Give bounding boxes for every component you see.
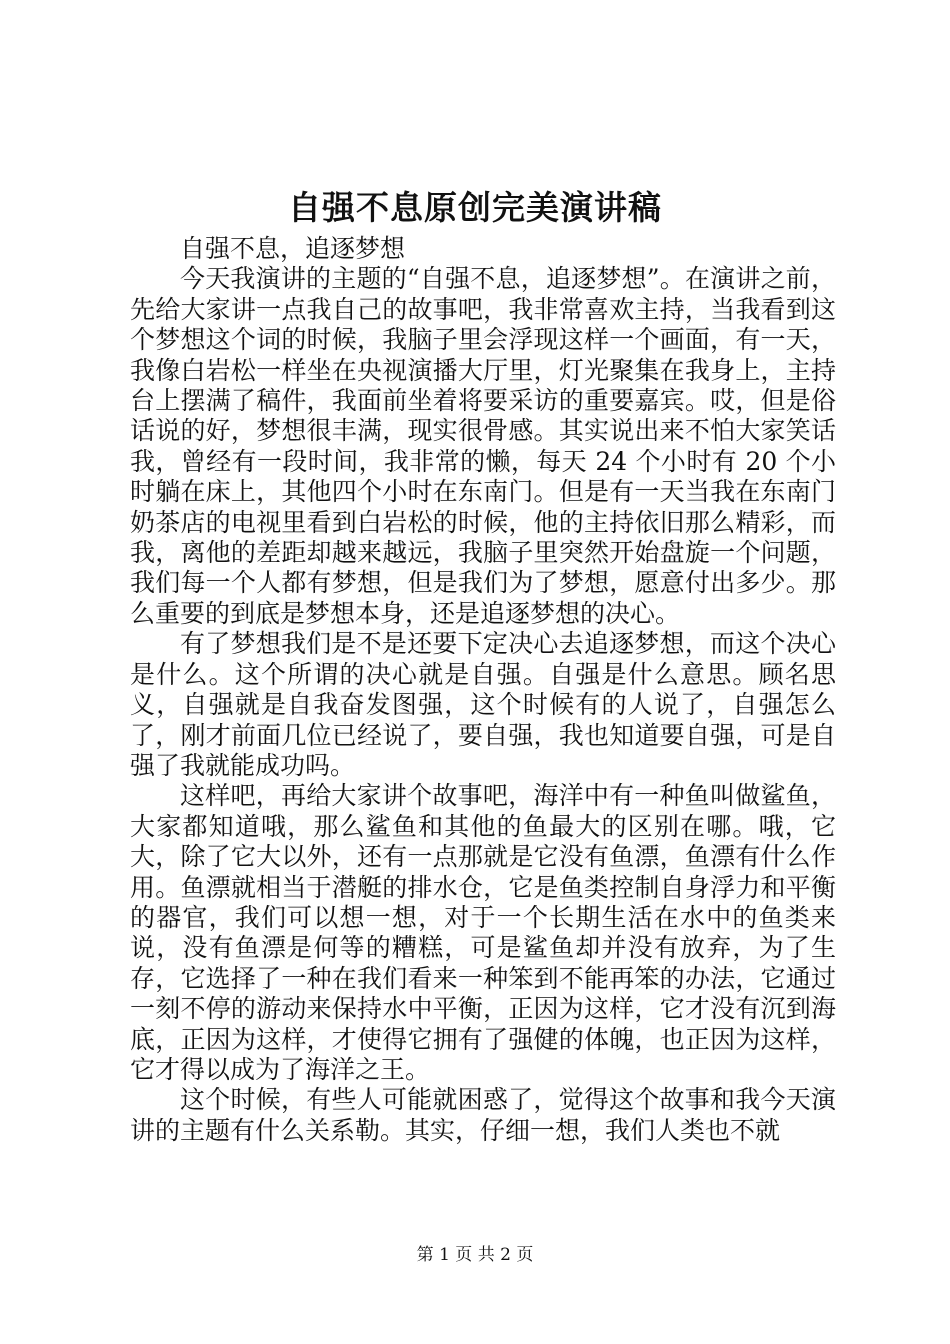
document-title: 自强不息原创完美演讲稿 [288, 188, 662, 227]
paragraph: 这样吧，再给大家讲个故事吧，海洋中有一种鱼叫做鲨鱼，大家都知道哦，那么鲨鱼和其他的鱼最大的区别在哪。哦，它大，除了它大以外，还有一点那就是它没有鱼漂，鱼漂有什么作用。鱼漂就相当于潜艇的排水仓，它是鱼类控制自身浮力和平衡的器官，我们可以想一想，对于一个长期生活在水中的鱼类来说，没有鱼漂是何等的糟糕，可是鲨鱼却并没有放弃，为了生存，它选择了一种在我们看来一种笨到不能再笨的办法，它通过一刻不停的游动来保持水中平衡，正因为这样，它才没有沉到海底，正因为这样，才使得它拥有了强健的体魄，也正因为这样，它才得以成为了海洋之王。 [130, 781, 836, 1084]
paragraph: 今天我演讲的主题的“自强不息，追逐梦想”。在演讲之前，先给大家讲一点我自己的故事吧，我非常喜欢主持，当我看到这个梦想这个词的时候，我脑子里会浮现这样一个画面，有一天，我像白岩松一样坐在央视演播大厅里，灯光聚集在我身上，主持台上摆满了稿件，我面前坐着将要采访的重要嘉宾。哎，但是俗话说的好，梦想很丰满，现实很骨感。其实说出来不怕大家笑话我，曾经有一段时间，我非常的懒，每天 24 个小时有 20 个小时躺在床上，其他四个小时在东南门。但是有一天当我在东南门奶茶店的电视里看到白岩松的时候，他的主持依旧那么精彩，而我，离他的差距却越来越远，我脑子里突然开始盘旋一个问题，我们每一个人都有梦想，但是我们为了梦想，愿意付出多少。那么重要的到底是梦想本身，还是追逐梦想的决心。 [130, 264, 836, 628]
paragraph-subtitle: 自强不息，追逐梦想 [180, 234, 406, 263]
page-number-footer: 第 1 页 共 2 页 [416, 1245, 534, 1265]
paragraph: 这个时候，有些人可能就困惑了，觉得这个故事和我今天演讲的主题有什么关系勒。其实，仔细一想，我们人类也不就 [130, 1085, 836, 1145]
document-body [130, 234, 836, 1146]
paragraph: 有了梦想我们是不是还要下定决心去追逐梦想，而这个决心是什么。这个所谓的决心就是自强。自强是什么意思。顾名思义，自强就是自我奋发图强，这个时候有的人说了，自强怎么了，刚才前面几位已经说了，要自强，我也知道要自强，可是自强了我就能成功吗。 [130, 629, 836, 780]
